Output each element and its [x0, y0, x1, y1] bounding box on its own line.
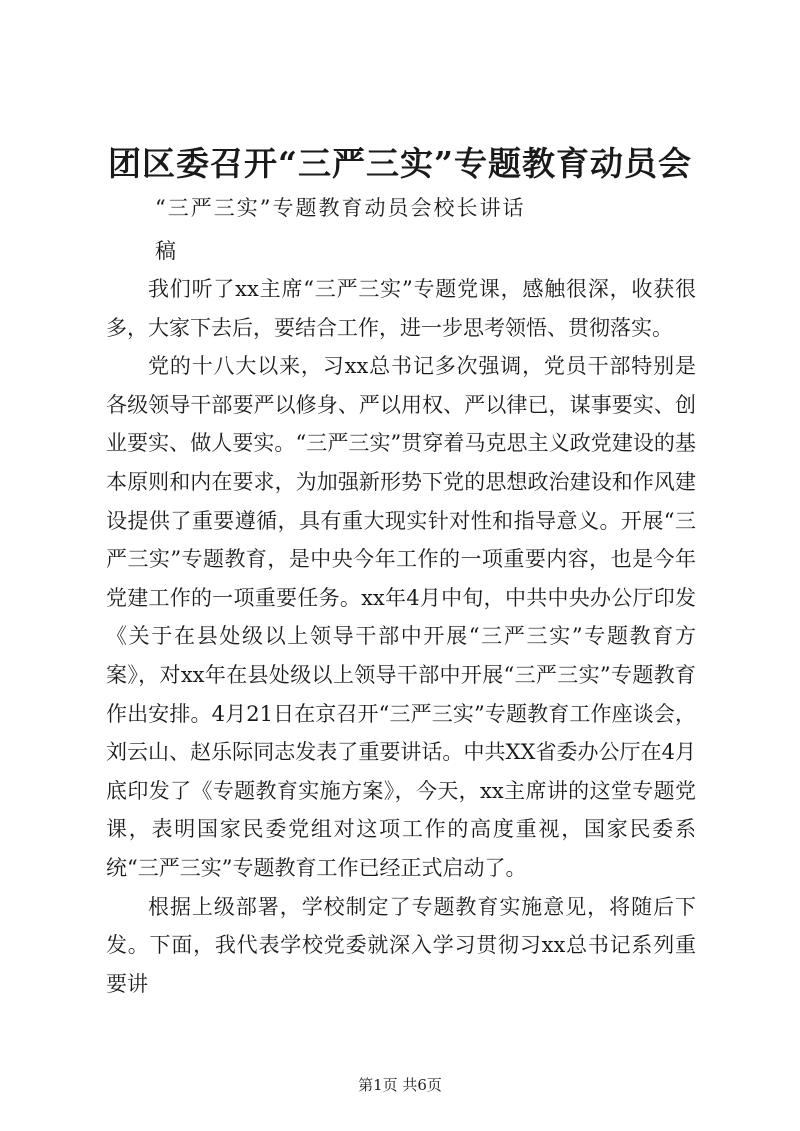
- document-subtitle-tail: 稿: [155, 239, 176, 263]
- paragraph: 党的十八大以来，习xx总书记多次强调，党员干部特别是各级领导干部要严以修身、严以用权、严以律已，谋事要实、创业要实、做人要实。“三严三实”贯穿着马克思主义政党建设的基本原则和内在要求，为加强新形势下党的思想政治建设和作风建设提供了重要遵循，具有重大现实针对性和指导意义。开展“三严三实”专题教育，是中央今年工作的一项重要内容，也是今年党建工作的一项重要任务。xx年4月中旬，中共中央办公厅印发《关于在县处级以上领导干部中开展“三严三实”专题教育方案》，对xx年在县处级以上领导干部中开展“三严三实”专题教育作出安排。4月21日在京召开“三严三实”专题教育工作座谈会，刘云山、赵乐际同志发表了重要讲话。中共XX省委办公厅在4月底印发了《专题教育实施方案》，今天，xx主席讲的这堂专题党课，表明国家民委党组对这项工作的高度重视，国家民委系统“三严三实”专题教育工作已经正式启动了。: [106, 354, 696, 880]
- document-subtitle: “三严三实”专题教育动员会校长讲话: [155, 196, 526, 220]
- document-body: [106, 270, 696, 1003]
- paragraph: 我们听了xx主席“三严三实”专题党课，感触很深，收获很多，大家下去后，要结合工作，进一步思考领悟、贯彻落实。: [106, 277, 696, 340]
- paragraph: 根据上级部署，学校制定了专题教育实施意见，将随后下发。下面，我代表学校党委就深入学习贯彻习xx总书记系列重要讲: [106, 894, 696, 996]
- page-footer: 第1页 共6页: [358, 1076, 442, 1094]
- document-title: 团区委召开“三严三实”专题教育动员会: [108, 144, 692, 183]
